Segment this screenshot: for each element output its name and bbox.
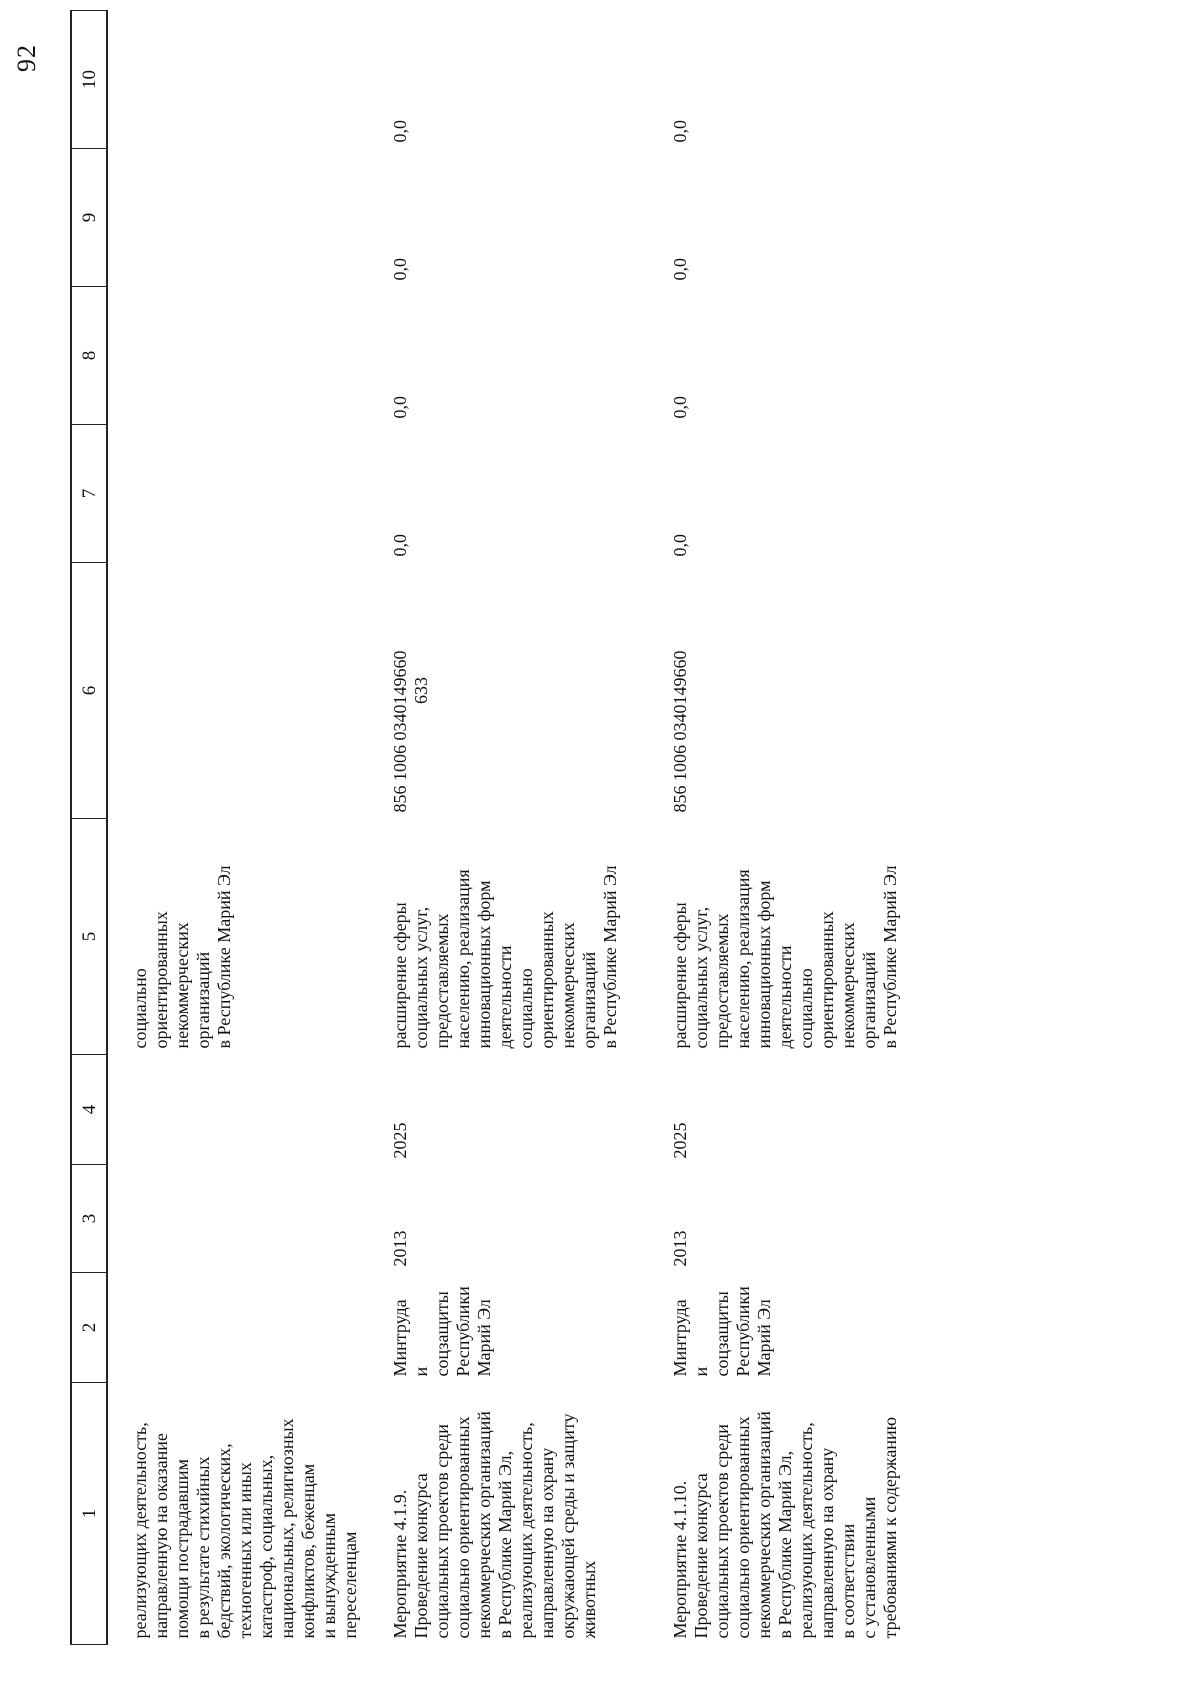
- text-line: катастроф, социальных,: [256, 1454, 276, 1639]
- table-row: [660, 11, 970, 1645]
- text-line: национальных, религиозных: [277, 1418, 297, 1639]
- text-line: 856 1006 0340149660: [670, 650, 690, 813]
- value-cell-8: 0,0: [390, 396, 410, 419]
- page-number: 92: [12, 44, 41, 72]
- text-line: предоставляемых: [432, 913, 452, 1049]
- activity-description-cell: [107, 1383, 380, 1645]
- value-cell-8: [107, 287, 380, 425]
- header-col-4: 4: [71, 1055, 107, 1165]
- text-line: в Республике Марий Эл: [214, 865, 234, 1049]
- text-line: реализующих деятельность,: [796, 1422, 816, 1639]
- text-line: Проведение конкурса: [411, 1473, 431, 1639]
- text-line: организаций: [193, 951, 213, 1049]
- text-line: в соответствии: [838, 1523, 858, 1639]
- text-line: и соцзащиты: [691, 1291, 732, 1377]
- text-line: социальных проектов среди: [712, 1424, 732, 1639]
- text-line: деятельности: [775, 945, 795, 1049]
- value-cell-10: [107, 11, 380, 149]
- text-line: социально: [130, 968, 150, 1049]
- text-line: инновационных форм: [474, 880, 494, 1049]
- activity-description-cell: [660, 1383, 970, 1645]
- text-line: и соцзащиты: [411, 1291, 452, 1377]
- header-col-1: 1: [71, 1383, 107, 1645]
- text-line: Марий Эл: [474, 1299, 494, 1377]
- value-cell-7: [107, 425, 380, 563]
- expected-result-cell: [660, 819, 970, 1055]
- text-line: организаций: [579, 951, 599, 1049]
- start-year-cell: [107, 1165, 380, 1273]
- value-cell-8: 0,0: [670, 396, 690, 419]
- value-cell-9: 0,0: [390, 258, 410, 281]
- text-line: Мероприятие 4.1.9.: [390, 1489, 410, 1639]
- text-line: в результате стихийных: [193, 1456, 213, 1639]
- text-line: в Республике Марий Эл,: [495, 1450, 515, 1639]
- budget-code-cell: [380, 563, 660, 819]
- end-year-cell: [107, 1055, 380, 1165]
- program-table: [70, 10, 970, 1645]
- start-year-cell: 2013: [670, 1230, 690, 1267]
- text-line: в Республике Марий Эл,: [775, 1450, 795, 1639]
- value-cell-9: [107, 149, 380, 287]
- text-line: Минтруда: [390, 1299, 410, 1377]
- end-year-cell: 2025: [670, 1122, 690, 1159]
- text-line: ориентированных: [537, 911, 557, 1049]
- text-line: конфликтов, беженцам: [298, 1463, 318, 1639]
- value-cell-7: 0,0: [390, 534, 410, 557]
- table-row: [107, 11, 380, 1645]
- text-line: в Республике Марий Эл: [880, 865, 900, 1049]
- text-line: переселенцам: [340, 1531, 360, 1639]
- header-col-7: 7: [71, 425, 107, 563]
- text-line: предоставляемых: [712, 913, 732, 1049]
- header-row: [71, 11, 107, 1645]
- text-line: направленную на охрану: [537, 1447, 557, 1639]
- text-line: Марий Эл: [754, 1299, 774, 1377]
- header-col-8: 8: [71, 287, 107, 425]
- text-line: 633: [411, 677, 431, 704]
- text-line: окружающей среды и защиту: [558, 1413, 578, 1639]
- text-line: социально: [796, 968, 816, 1049]
- text-line: направленную на охрану: [817, 1447, 837, 1639]
- text-line: некоммерческих организаций: [474, 1411, 494, 1639]
- text-line: некоммерческих: [558, 922, 578, 1049]
- executor-cell: [107, 1273, 380, 1383]
- header-col-5: 5: [71, 819, 107, 1055]
- text-line: социально: [516, 968, 536, 1049]
- text-line: реализующих деятельность,: [130, 1422, 150, 1639]
- text-line: социально ориентированных: [453, 1416, 473, 1639]
- text-line: деятельности: [495, 945, 515, 1049]
- executor-cell: [660, 1273, 970, 1383]
- text-line: ориентированных: [817, 911, 837, 1049]
- text-line: реализующих деятельность,: [516, 1422, 536, 1639]
- end-year-cell: 2025: [390, 1122, 410, 1159]
- text-line: инновационных форм: [754, 880, 774, 1049]
- text-line: некоммерческих организаций: [754, 1411, 774, 1639]
- text-line: в Республике Марий Эл: [600, 865, 620, 1049]
- text-line: 856 1006 0340149660: [390, 650, 410, 813]
- text-line: социальных проектов среди: [432, 1424, 452, 1639]
- text-line: расширение сферы: [670, 902, 690, 1049]
- executor-cell: [380, 1273, 660, 1383]
- text-line: бедствий, экологических,: [214, 1443, 234, 1639]
- text-line: Республики: [453, 1286, 473, 1377]
- text-line: некоммерческих: [838, 922, 858, 1049]
- text-line: ориентированных: [151, 911, 171, 1049]
- value-cell-10: 0,0: [390, 120, 410, 143]
- text-line: социально ориентированных: [733, 1416, 753, 1639]
- header-col-6: 6: [71, 563, 107, 819]
- text-line: социальных услуг,: [411, 906, 431, 1049]
- header-col-9: 9: [71, 149, 107, 287]
- text-line: животных: [579, 1560, 599, 1639]
- expected-result-cell: [380, 819, 660, 1055]
- value-cell-9: 0,0: [670, 258, 690, 281]
- text-line: требованиями к содержанию: [880, 1416, 900, 1639]
- text-line: направленную на оказание: [151, 1433, 171, 1639]
- table-row: [380, 11, 660, 1645]
- text-line: с установленными: [859, 1496, 879, 1639]
- budget-code-cell: [107, 563, 380, 819]
- value-cell-10: 0,0: [670, 120, 690, 143]
- text-line: техногенных или иных: [235, 1462, 255, 1639]
- budget-code-cell: [660, 563, 970, 819]
- value-cell-7: 0,0: [670, 534, 690, 557]
- header-col-2: 2: [71, 1273, 107, 1383]
- text-line: организаций: [859, 951, 879, 1049]
- text-line: населению, реализация: [453, 869, 473, 1049]
- text-line: Проведение конкурса: [691, 1473, 711, 1639]
- text-line: населению, реализация: [733, 869, 753, 1049]
- text-line: Минтруда: [670, 1299, 690, 1377]
- text-line: Республики: [733, 1286, 753, 1377]
- header-col-3: 3: [71, 1165, 107, 1273]
- header-col-10: 10: [71, 11, 107, 149]
- text-line: Мероприятие 4.1.10.: [670, 1480, 690, 1639]
- text-line: расширение сферы: [390, 902, 410, 1049]
- expected-result-cell: [107, 819, 380, 1055]
- activity-description-cell: [380, 1383, 660, 1645]
- text-line: социальных услуг,: [691, 906, 711, 1049]
- start-year-cell: 2013: [390, 1230, 410, 1267]
- text-line: некоммерческих: [172, 922, 192, 1049]
- text-line: помощи пострадавшим: [172, 1459, 192, 1639]
- text-line: и вынужденным: [319, 1513, 339, 1639]
